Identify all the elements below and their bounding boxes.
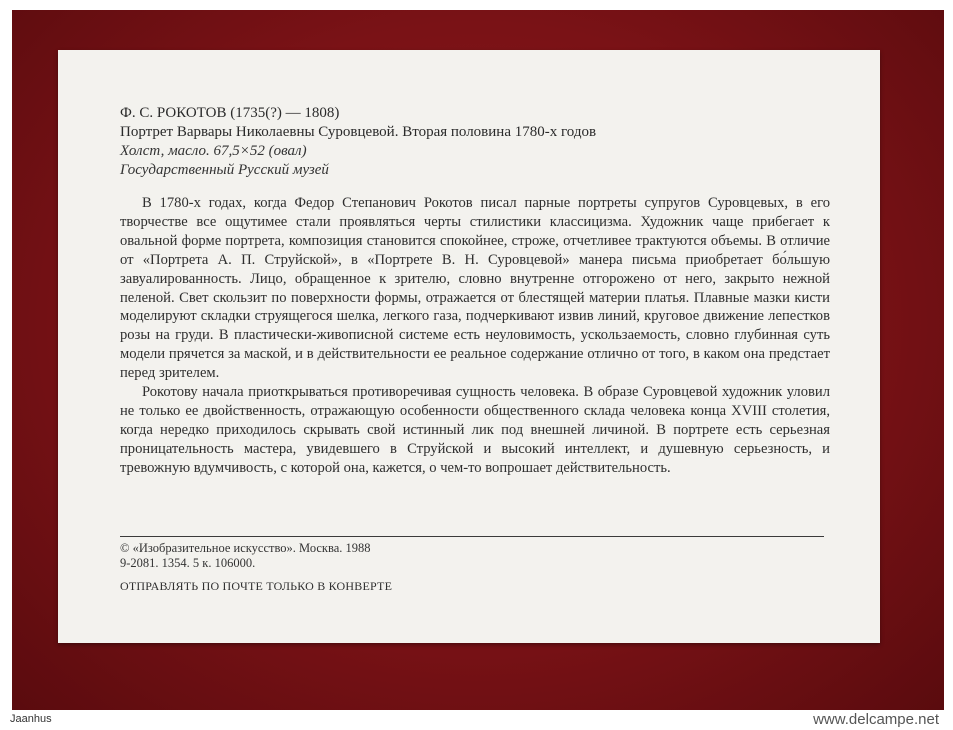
publisher-line: © «Изобразительное искусство». Москва. 1988 — [120, 541, 371, 555]
description-paragraph: В 1780-х годах, когда Федор Степанович Рокотов писал парные портреты супругов Суровцевых, в его творчестве все ощутимее стали проявляться черты стилистики классицизма. Художник чаще прибегает к овальной форме портрета, композиция становится спокойнее, строже, отчетливее трактуются объемы. В отличие от «Портрета А. П. Струйской», в «Портрете В. Н. Суровцевой» манера письма приобретает бо́льшую завуалированность. Лицо, обращенное к зрителю, словно внутренне отгорожено от него, закрыто нежной пеленой. Свет скользит по поверхности формы, отражается от блестящей материи платья. Плавные мазки кисти моделируют складки струящегося шелка, легкого газа, подчеркивают извив линий, круговое движение лепестков розы на груди. В пластически-живописной системе есть неуловимость, ускользаемость, словно глубинная суть модели прячется за маской, и в действительности ее реальное содержание отлично от того, в каком она предстает перед зрителем. — [120, 195, 830, 382]
card-content — [120, 104, 830, 478]
watermark-right: www.delcampe.net — [813, 711, 939, 728]
museum-name: Государственный Русский музей — [120, 162, 329, 178]
artwork-subtitle: Портрет Варвары Николаевны Суровцевой. Вторая половина 1780-х годов — [120, 124, 597, 140]
artist-title: Ф. С. РОКОТОВ (1735(?) — 1808) — [120, 105, 340, 121]
description-paragraph: Рокотову начала приоткрываться противоречивая сущность человека. В образе Суровцевой художник уловил не только ее двойственность, отражающую особенности общественного склада человека конца XVIII столетия, когда нередко приходилось скрывать свой истинный лик под внешней личиной. В портрете есть серьезная проницательность мастера, увидевшего в Струйской и высокий интеллект, и душевную серьезность, и тревожную вдумчивость, с которой она, кажется, о чем-то вопрошает действительность. — [120, 384, 830, 476]
artwork-medium: Холст, масло. 67,5×52 (овал) — [120, 143, 307, 159]
postcard-back — [58, 50, 880, 643]
description-text — [120, 194, 830, 478]
publisher-info — [120, 541, 371, 571]
print-code: 9-2081. 1354. 5 к. 106000. — [120, 556, 256, 570]
mail-note: ОТПРАВЛЯТЬ ПО ПОЧТЕ ТОЛЬКО В КОНВЕРТЕ — [120, 579, 393, 593]
divider-line — [120, 536, 824, 537]
watermark-left: Jaanhus — [10, 713, 52, 725]
